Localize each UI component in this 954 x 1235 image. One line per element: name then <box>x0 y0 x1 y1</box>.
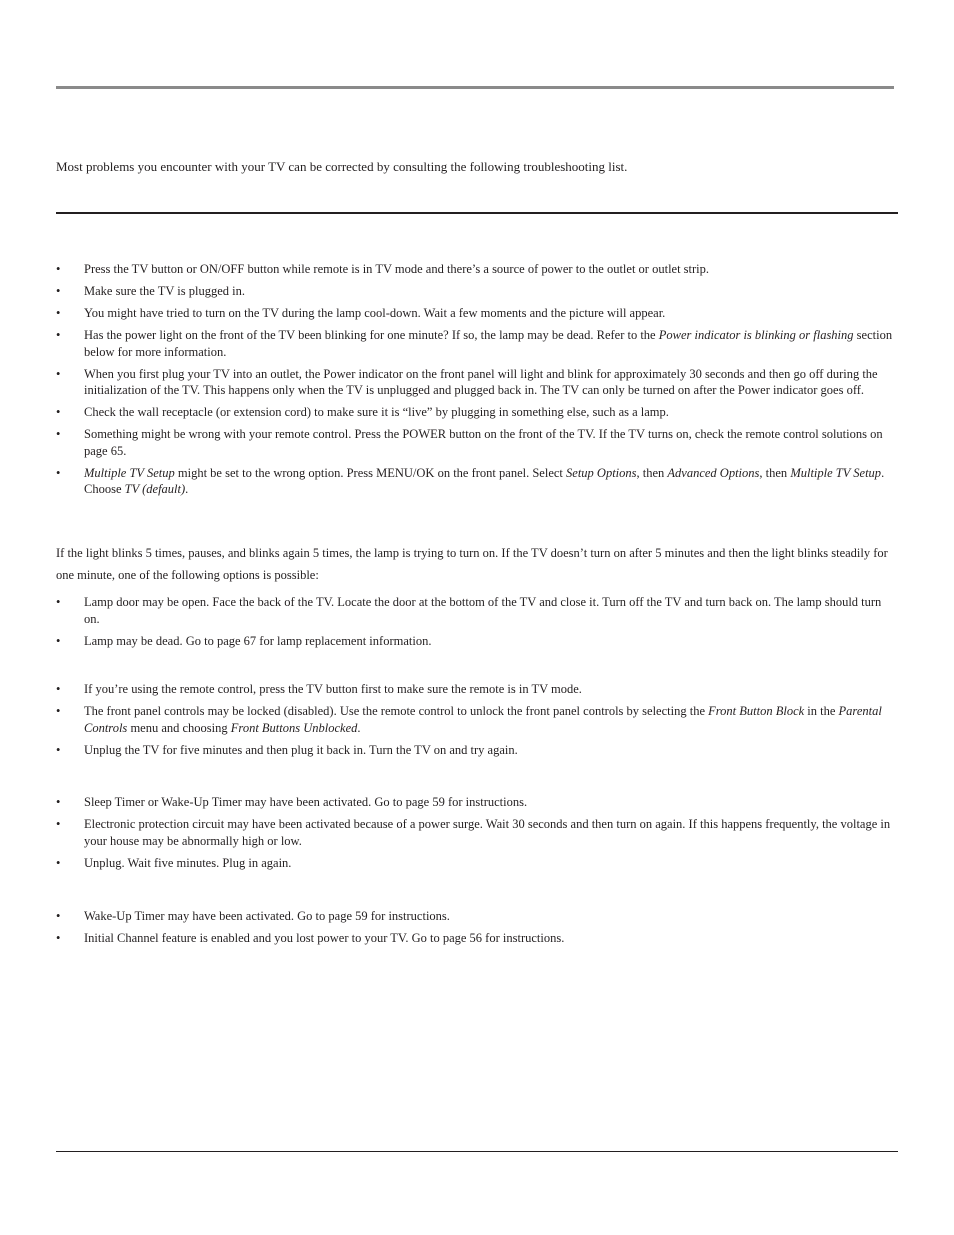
section-rule <box>56 212 898 214</box>
italic-term: Front Button Block <box>708 704 805 718</box>
item-text: If you’re using the remote control, press the TV button first to make sure the remote is in TV mode. <box>84 682 582 696</box>
bullet-icon: • <box>56 682 61 696</box>
list-item <box>56 366 898 399</box>
italic-term: Setup Options <box>566 465 637 480</box>
list-item <box>56 261 898 278</box>
bullet-list <box>56 908 898 947</box>
bullet-icon: • <box>56 909 61 923</box>
item-text: menu and choosing <box>127 720 231 735</box>
intro-text: Most problems you encounter with your TV can be corrected by consulting the following troubleshooting list. <box>56 159 628 174</box>
list-item <box>56 794 898 811</box>
item-text: You might have tried to turn on the TV during the lamp cool-down. Wait a few moments and the picture will appear. <box>84 306 666 320</box>
list-item <box>56 908 898 925</box>
item-text: might be set to the wrong option. Press MENU/OK on the front panel. Select <box>174 465 567 480</box>
top-rule <box>56 86 894 89</box>
bullet-icon: • <box>56 465 61 480</box>
list-item <box>56 465 898 498</box>
list-item <box>56 633 898 650</box>
italic-term: Power indicator is blinking or flashing <box>658 328 854 342</box>
item-text: Initial Channel feature is enabled and you lost power to your TV. Go to page 56 for instructions. <box>84 931 565 945</box>
item-text: Electronic protection circuit may have been activated because of a power surge. Wait 30 seconds and then turn on again. If this happens frequently, the voltage in your house may be abnormally high or low. <box>84 817 891 848</box>
item-text: The front panel controls may be locked (disabled). Use the remote control to unlock the front panel controls by selecting the <box>84 704 709 718</box>
list-item <box>56 594 898 627</box>
item-text: . <box>185 482 189 496</box>
list-item <box>56 703 898 736</box>
bullet-list <box>56 681 898 758</box>
bullet-icon: • <box>56 795 61 809</box>
item-text: . <box>357 720 361 735</box>
bullet-icon: • <box>56 817 61 831</box>
item-text: Has the power light on the front of the TV been blinking for one minute? If so, the lamp may be dead. Refer to the <box>84 328 659 342</box>
italic-term: Advanced Options <box>667 465 760 480</box>
list-item <box>56 681 898 698</box>
item-text: Unplug the TV for five minutes and then plug it back in. Turn the TV on and try again. <box>84 742 518 757</box>
item-text: Wake-Up Timer may have been activated. Go to page 59 for instructions. <box>84 909 450 923</box>
item-text: , then <box>759 465 791 480</box>
list-item <box>56 305 898 322</box>
bullet-icon: • <box>56 284 61 298</box>
item-text: Make sure the TV is plugged in. <box>84 284 245 298</box>
item-text: Unplug. Wait five minutes. Plug in again. <box>84 855 292 870</box>
section-paragraph: If the light blinks 5 times, pauses, and blinks again 5 times, the lamp is trying to turn on. If the TV doesn’t turn on after 5 minutes and then the light blinks steadily for one minute, one of the following options is possible: <box>56 546 888 582</box>
bullet-icon: • <box>56 306 61 320</box>
section-power-indicator <box>56 542 898 655</box>
bullet-icon: • <box>56 595 61 609</box>
list-item <box>56 283 898 300</box>
list-item <box>56 426 898 459</box>
section-tv-turns-off <box>56 794 898 877</box>
item-text: Sleep Timer or Wake-Up Timer may have been activated. Go to page 59 for instructions. <box>84 795 528 809</box>
italic-term: TV (default) <box>124 482 186 496</box>
bullet-icon: • <box>56 931 61 945</box>
italic-term: Parental Controls <box>84 704 882 735</box>
item-text: Lamp door may be open. Face the back of the TV. Locate the door at the bottom of the TV and close it. Turn off the TV and turn back on. The lamp should turn on. <box>84 595 882 626</box>
list-item <box>56 855 898 872</box>
item-text: Something might be wrong with your remote control. Press the POWER button on the front of the TV. If the TV turns on, check the remote control solutions on page 65. <box>84 427 883 458</box>
item-text: Check the wall receptacle (or extension cord) to make sure it is “live” by plugging in something else, such as a lamp. <box>84 405 669 419</box>
item-text: in the <box>804 704 839 718</box>
bullet-icon: • <box>56 328 61 342</box>
bullet-icon: • <box>56 405 61 419</box>
section-tv-turns-on <box>56 908 898 952</box>
bullet-icon: • <box>56 633 61 648</box>
bullet-list <box>56 794 898 871</box>
list-item <box>56 327 898 360</box>
bottom-rule <box>56 1151 898 1152</box>
item-text: . Choose <box>84 465 885 496</box>
item-text: , then <box>636 465 668 480</box>
bullet-icon: • <box>56 262 61 276</box>
item-text: section below for more information. <box>84 328 893 359</box>
list-item <box>56 930 898 947</box>
section-tv-wont-turn-on <box>56 261 898 503</box>
italic-term: Front Buttons Unblocked <box>230 720 358 735</box>
bullet-icon: • <box>56 855 61 870</box>
list-item <box>56 742 898 759</box>
item-text: When you first plug your TV into an outlet, the Power indicator on the front panel will light and blink for approximately 30 seconds and then go off during the initialization of the TV. This happens only when the TV is unplugged and plugged back in. The TV can only be turned on after the Power indicator goes off. <box>84 366 878 397</box>
italic-term: Multiple TV Setup <box>84 465 175 480</box>
bullet-icon: • <box>56 742 61 757</box>
item-text: Press the TV button or ON/OFF button while remote is in TV mode and there’s a source of power to the outlet or outlet strip. <box>84 262 710 276</box>
bullet-icon: • <box>56 704 61 718</box>
list-item <box>56 404 898 421</box>
bullet-icon: • <box>56 427 61 441</box>
bullet-list <box>56 594 898 649</box>
list-item <box>56 816 898 849</box>
bullet-list <box>56 261 898 498</box>
bullet-icon: • <box>56 366 61 381</box>
item-text: Lamp may be dead. Go to page 67 for lamp replacement information. <box>84 633 432 648</box>
section-front-controls <box>56 681 898 764</box>
italic-term: Multiple TV Setup <box>790 465 882 480</box>
